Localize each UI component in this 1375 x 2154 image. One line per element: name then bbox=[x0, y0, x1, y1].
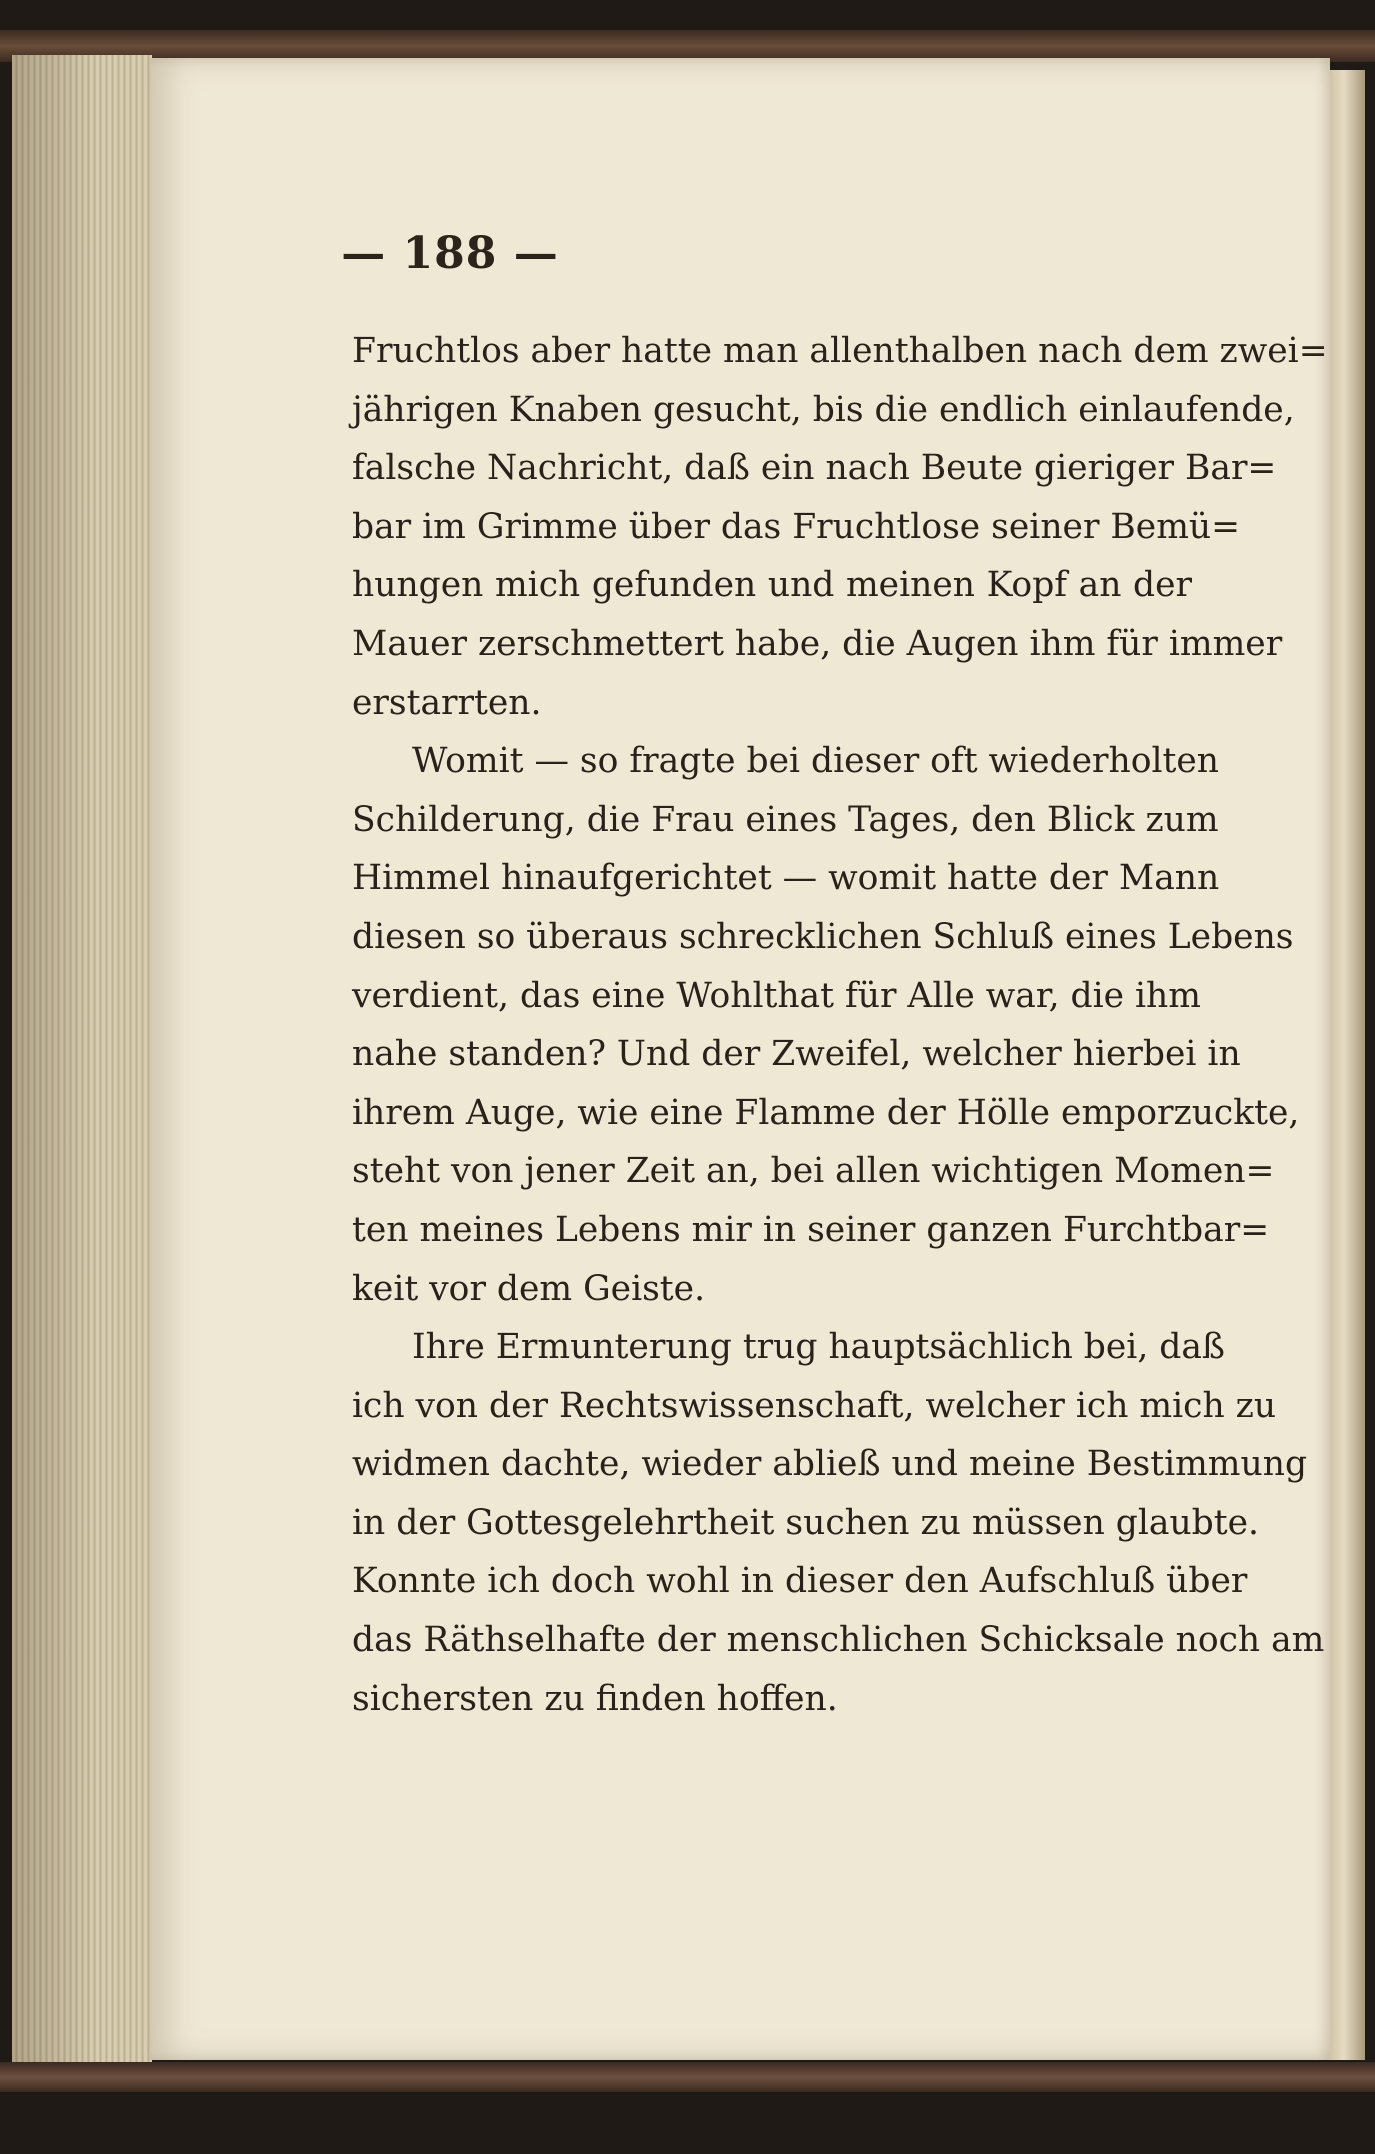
text-line: Mauer zerschmettert habe, die Augen ihm für immer bbox=[352, 623, 1283, 664]
text-line: Womit — so fragte bei dieser oft wiederholten bbox=[412, 741, 1220, 782]
text-line: keit vor dem Geiste. bbox=[352, 1268, 706, 1309]
text-line: Schilderung, die Frau eines Tages, den Blick zum bbox=[352, 799, 1219, 840]
text-line: erstarrten. bbox=[352, 682, 542, 723]
text-line: ihrem Auge, wie eine Flamme der Hölle emporzuckte, bbox=[352, 1092, 1300, 1133]
text-line: Konnte ich doch wohl in dieser den Aufschluß über bbox=[352, 1561, 1248, 1602]
facing-page-edge bbox=[1330, 70, 1365, 2060]
text-line: widmen dachte, wieder abließ und meine Bestimmung bbox=[352, 1444, 1308, 1485]
text-line: sichersten zu finden hoffen. bbox=[352, 1678, 838, 1719]
text-line: ten meines Lebens mir in seiner ganzen Furchtbar= bbox=[352, 1209, 1270, 1250]
text-line: ich von der Rechtswissenschaft, welcher ich mich zu bbox=[352, 1385, 1277, 1426]
text-line: steht von jener Zeit an, bei allen wichtigen Momen= bbox=[352, 1151, 1275, 1192]
text-line: das Räthselhafte der menschlichen Schicksale noch am bbox=[352, 1620, 1325, 1661]
text-line: diesen so überaus schrecklichen Schluß eines Lebens bbox=[352, 916, 1294, 957]
page-stack-edges bbox=[12, 55, 152, 2065]
text-line: verdient, das eine Wohlthat für Alle war, die ihm bbox=[352, 975, 1201, 1016]
text-line: nahe standen? Und der Zweifel, welcher hierbei in bbox=[352, 1034, 1241, 1075]
text-line: Himmel hinaufgerichtet — womit hatte der Mann bbox=[352, 858, 1220, 899]
book-cover-bottom-edge bbox=[0, 2062, 1375, 2092]
text-line: hungen mich gefunden und meinen Kopf an der bbox=[352, 565, 1192, 606]
text-line: jährigen Knaben gesucht, bis die endlich einlaufende, bbox=[352, 389, 1295, 430]
page-number: — 188 — bbox=[341, 228, 559, 279]
body-text bbox=[352, 322, 1328, 1728]
text-line: in der Gottesgelehrtheit suchen zu müssen glaubte. bbox=[352, 1502, 1260, 1543]
text-line: Fruchtlos aber hatte man allenthalben nach dem zwei= bbox=[352, 331, 1328, 371]
text-line: falsche Nachricht, daß ein nach Beute gieriger Bar= bbox=[352, 448, 1277, 489]
text-line: bar im Grimme über das Fruchtlose seiner Bemü= bbox=[352, 506, 1241, 547]
text-line: Ihre Ermunterung trug hauptsächlich bei, daß bbox=[412, 1327, 1225, 1368]
